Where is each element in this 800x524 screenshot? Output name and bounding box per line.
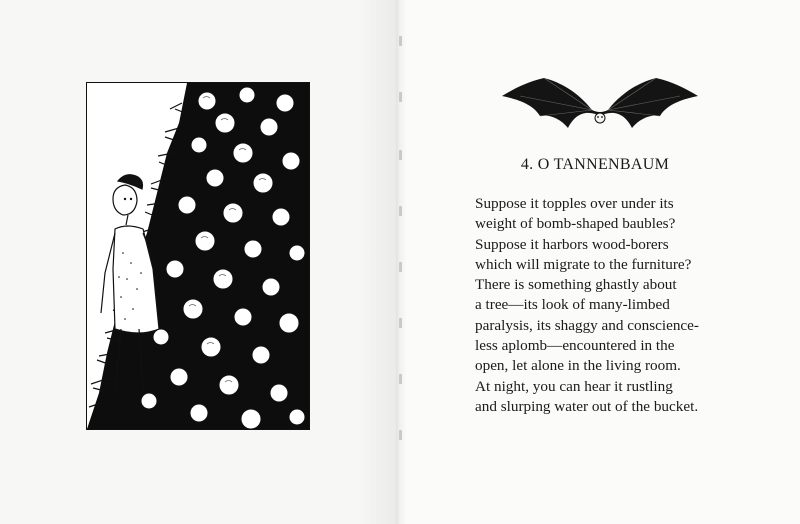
- left-page: [0, 0, 398, 524]
- poem-line: At night, you can hear it rustling: [475, 377, 673, 395]
- binding-stitch: [399, 92, 402, 102]
- binding-stitch: [399, 430, 402, 440]
- bat-icon: [500, 66, 700, 142]
- poem-line: less aplomb—encountered in the: [475, 337, 675, 355]
- christmas-tree-illustration: [86, 82, 310, 430]
- poem-line: Suppose it topples over under its: [475, 195, 674, 212]
- binding-stitch: [399, 150, 402, 160]
- poem-line: and slurping water out of the bucket.: [475, 397, 699, 415]
- poem-title: 4. O TANNENBAUM: [520, 156, 670, 173]
- binding-stitch: [399, 374, 402, 384]
- binding-stitch: [399, 206, 402, 216]
- poem-line: which will migrate to the furniture?: [475, 255, 692, 273]
- poem-line: There is something ghastly about: [475, 276, 677, 294]
- poem-line: Suppose it harbors wood-borers: [475, 235, 669, 253]
- binding-stitch: [399, 36, 402, 46]
- poem-line: a tree—its look of many-limbed: [475, 296, 670, 314]
- poem-body: [475, 194, 775, 417]
- poem-line: open, let alone in the living room.: [475, 357, 681, 375]
- tree-and-woman-drawing: [87, 83, 309, 429]
- poem-line: paralysis, its shaggy and conscience-: [475, 316, 699, 334]
- binding-stitch: [399, 262, 402, 272]
- poem-line: weight of bomb-shaped baubles?: [475, 215, 676, 233]
- binding-stitch: [399, 318, 402, 328]
